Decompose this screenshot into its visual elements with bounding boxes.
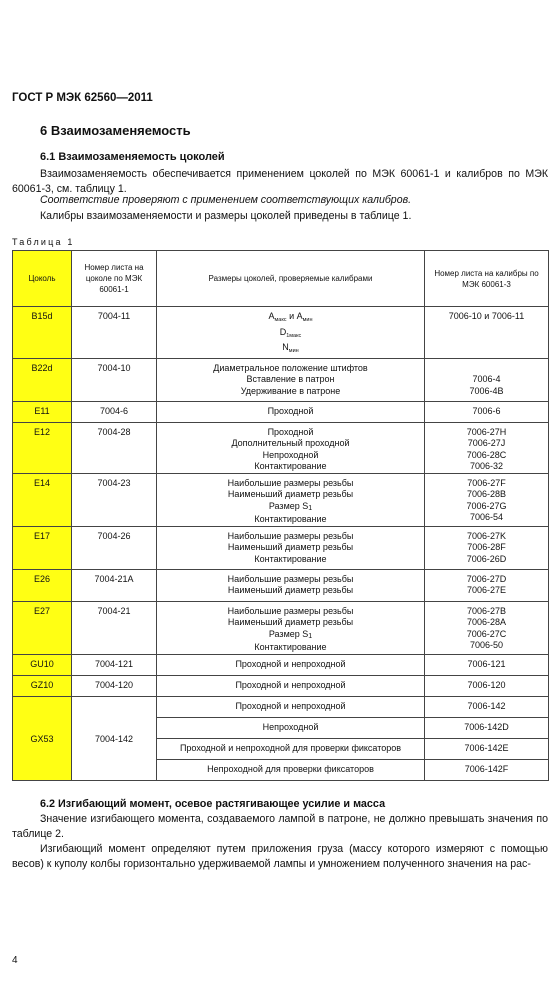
gauge-line: 7006-32 (469, 461, 504, 471)
cell-gauges: 7006-142F (425, 759, 549, 780)
table-row (13, 307, 549, 359)
dimension-line: Проходной (267, 426, 314, 437)
gauge-line: 7006-27H (466, 426, 507, 437)
cell-base-sheet: 7004-10 (72, 358, 157, 401)
cell-base-sheet: 7004-6 (72, 401, 157, 422)
dimension-line: Контактирование (254, 461, 327, 471)
cell-gauges (425, 401, 549, 422)
cell-dimensions: Проходной и непроходной (157, 696, 425, 717)
cell-gauges (425, 675, 549, 696)
cell-dimensions (157, 307, 425, 359)
gauge-line: 7006-27K (466, 530, 507, 541)
table-row (13, 569, 549, 601)
subsection-title: 6.1 Взаимозаменяемость цоколей (40, 151, 225, 163)
cell-dimensions (157, 473, 425, 526)
gauge-line: 7006-120 (467, 679, 506, 690)
cell-base: E11 (13, 401, 72, 422)
table-row (13, 473, 549, 526)
cell-base-sheet: 7004-121 (72, 654, 157, 675)
gauge-line: 7006-28C (466, 449, 507, 460)
dimension-line: Наименьший диаметр резьбы (227, 617, 354, 627)
cell-base-sheet: 7004-23 (72, 473, 157, 526)
gauge-line: 7006-6 (472, 405, 501, 416)
cell-gauges (425, 358, 549, 401)
cell-base-sheet: 7004-21A (72, 569, 157, 601)
section-title: 6 Взаимозаменяемость (40, 123, 191, 138)
gauge-line: 7006-27J (467, 438, 506, 448)
table-row (13, 401, 549, 422)
gauge-line: 7006-27E (466, 585, 507, 595)
cell-gauges (425, 601, 549, 654)
section-6-2-paragraph-1: Значение изгибающего момента, создаваемого лампой в патроне, не должно превышать значения по таблице 2. (12, 813, 548, 840)
dimension-line: Наименьший диаметр резьбы (227, 585, 354, 595)
cell-dimensions (157, 675, 425, 696)
section-6-2-paragraph-2: Изгибающий момент определяют путем приложения груза (массу которого измеряют с помощью весов) к куполу колбы горизонтально удерживаемой лампы и умножением полученного значения на рас- (12, 843, 548, 870)
dimension-line: Диаметральное положение штифтов (213, 362, 368, 373)
dimension-line: Размер S1 (268, 628, 313, 640)
gauge-line: 7006-4B (469, 385, 504, 396)
cell-gauges (425, 307, 549, 359)
cell-dimensions (157, 401, 425, 422)
cell-gauges: 7006-142E (425, 738, 549, 759)
dimension-line: Размер S1 (268, 500, 313, 512)
cell-base: GZ10 (13, 675, 72, 696)
cell-gauges: 7006-142 (425, 696, 549, 717)
section-6-2-title: 6.2 Изгибающий момент, осевое растягивающее усилие и масса (40, 798, 386, 810)
cell-dimensions: Проходной и непроходной для проверки фиксаторов (157, 738, 425, 759)
header-dimensions: Размеры цоколей, проверяемые калибрами (157, 251, 425, 307)
cell-base: GU10 (13, 654, 72, 675)
header-base-sheet: Номер листа на цоколе по МЭК 60061-1 (72, 251, 157, 307)
cell-base-sheet: 7004-21 (72, 601, 157, 654)
header-base: Цоколь (13, 251, 72, 307)
gauge-line: 7006-28A (466, 617, 507, 627)
cell-dimensions (157, 654, 425, 675)
dimension-line: $A_{макс}$ и $A_{мин}$ (268, 311, 313, 323)
header-gauge-sheet: Номер листа на калибры по МЭК 60061-3 (425, 251, 549, 307)
cell-dimensions (157, 526, 425, 569)
dimension-line: $D_{1макс}$ (279, 326, 302, 339)
gauge-line: 7006-27G (466, 500, 507, 511)
table-row (13, 675, 549, 696)
document-header: ГОСТ Р МЭК 62560—2011 (12, 92, 153, 104)
gauge-line: 7006-28F (467, 542, 506, 552)
dimension-line: Наименьший диаметр резьбы (227, 542, 354, 552)
cell-base: E27 (13, 601, 72, 654)
cell-base: E14 (13, 473, 72, 526)
dimension-line: Проходной (267, 405, 314, 416)
gauge-line: 7006-27F (467, 477, 506, 488)
gauge-line: 7006-27B (466, 605, 507, 616)
dimension-line: Наибольшие размеры резьбы (227, 530, 354, 541)
cell-gauges: 7006-142D (425, 717, 549, 738)
cell-gauges (425, 526, 549, 569)
cell-gauges (425, 654, 549, 675)
gauge-line: 7006-26D (466, 553, 507, 564)
paragraph-1: Взаимозаменяемость обеспечивается применением цоколей по МЭК 60061-1 и калибров по МЭК 60061-3, см. таблицу 1. (12, 168, 548, 195)
dimension-line: Непроходной (262, 449, 319, 460)
cell-gauges (425, 473, 549, 526)
cell-base-sheet: 7004-142 (72, 696, 157, 780)
gauge-line: 7006-54 (469, 512, 504, 522)
interchangeability-table (12, 250, 549, 781)
gauge-line: 7006-50 (469, 640, 504, 650)
cell-dimensions (157, 358, 425, 401)
cell-base-sheet: 7004-120 (72, 675, 157, 696)
page-number: 4 (12, 955, 18, 966)
dimension-line: Удерживание в патроне (240, 385, 341, 396)
dimension-line: Проходной и непроходной (235, 658, 346, 669)
gauge-line: 7006-121 (467, 658, 506, 669)
table-caption: Таблица 1 (12, 237, 75, 247)
table-row (13, 601, 549, 654)
table-row (13, 696, 549, 717)
gauge-line (428, 363, 545, 375)
gauge-line: 7006-27C (466, 628, 507, 639)
dimension-line: Дополнительный проходной (231, 438, 350, 448)
cell-base-sheet: 7004-28 (72, 422, 157, 473)
cell-base: E12 (13, 422, 72, 473)
dimension-line: Проходной и непроходной (235, 679, 346, 690)
dimension-line: Наибольшие размеры резьбы (227, 477, 354, 488)
cell-gauges (425, 569, 549, 601)
dimension-line: Контактирование (254, 514, 327, 524)
table-row (13, 654, 549, 675)
paragraph-2: Соответствие проверяют с применением соответствующих калибров. (40, 194, 412, 206)
cell-dimensions (157, 422, 425, 473)
cell-base-sheet: 7004-11 (72, 307, 157, 359)
cell-gauges (425, 422, 549, 473)
dimension-line: $N_{мин}$ (282, 342, 299, 354)
dimension-line: Контактирование (254, 553, 327, 564)
cell-dimensions (157, 569, 425, 601)
cell-base: E26 (13, 569, 72, 601)
table-row (13, 422, 549, 473)
table-row (13, 526, 549, 569)
gauge-line: 7006-4 (472, 374, 501, 384)
cell-base: B22d (13, 358, 72, 401)
cell-dimensions: Непроходной (157, 717, 425, 738)
cell-dimensions: Непроходной для проверки фиксаторов (157, 759, 425, 780)
dimension-line: Наименьший диаметр резьбы (227, 489, 354, 499)
cell-base: E17 (13, 526, 72, 569)
dimension-line: Наибольшие размеры резьбы (227, 605, 354, 616)
cell-base: B15d (13, 307, 72, 359)
cell-base-sheet: 7004-26 (72, 526, 157, 569)
gauge-line: 7006-27D (466, 573, 507, 584)
paragraph-3: Калибры взаимозаменяемости и размеры цоколей приведены в таблице 1. (40, 210, 412, 222)
gauge-line: 7006-28B (466, 489, 507, 499)
gauge-line: 7006-10 и 7006-11 (448, 311, 525, 321)
cell-base: GX53 (13, 696, 72, 780)
dimension-line: Вставление в патрон (246, 374, 335, 384)
dimension-line: Контактирование (254, 642, 327, 652)
dimension-line: Наибольшие размеры резьбы (227, 573, 354, 584)
cell-dimensions (157, 601, 425, 654)
table-row (13, 358, 549, 401)
